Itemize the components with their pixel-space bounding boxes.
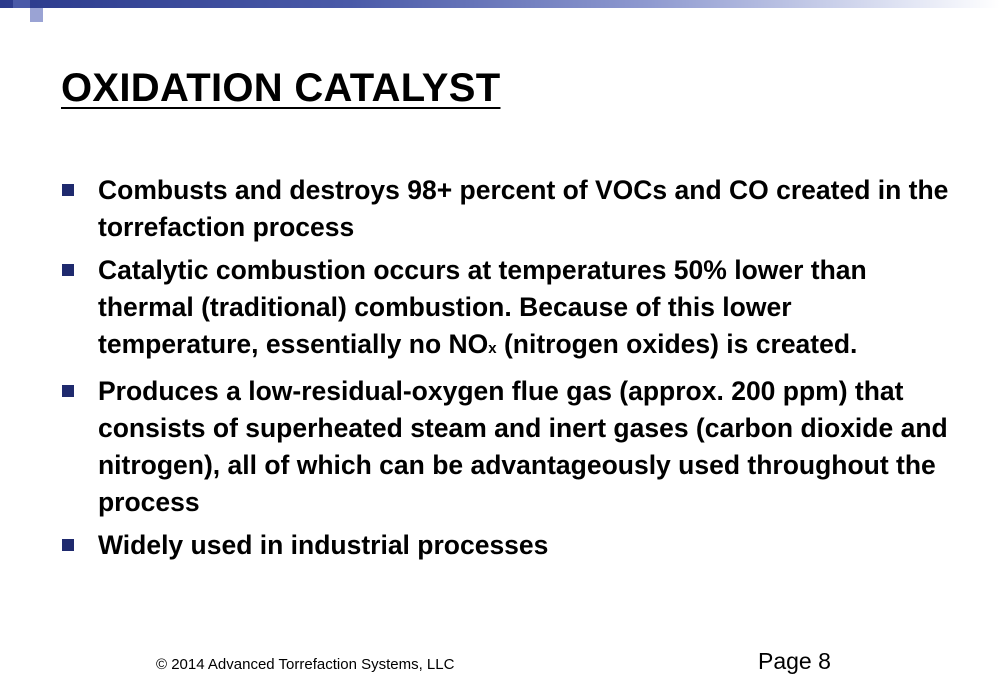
bullet-text: Widely used in industrial processes [98,530,549,560]
top-accent-bar [0,0,1000,8]
bullet-item [62,252,952,367]
bullet-text: Produces a low-residual-oxygen flue gas (approx. 200 ppm) that consists of superheated steam and inert gases (carbon dioxide and nitrogen), all of which can be advantageously used throughout the process [98,376,948,517]
square-bullet-icon [62,385,74,397]
page-number: Page 8 [758,648,831,674]
corner-accent-block [30,8,43,22]
bullet-text: Combusts and destroys 98+ percent of VOCs and CO created in the torrefaction process [98,175,949,242]
corner-accent-top [13,0,30,8]
footer-copyright: © 2014 Advanced Torrefaction Systems, LLC [156,656,455,673]
square-bullet-icon [62,264,74,276]
square-bullet-icon [62,539,74,551]
slide-title: OXIDATION CATALYST [61,66,501,110]
bullet-list [62,172,952,570]
bullet-item [62,172,952,246]
square-bullet-icon [62,184,74,196]
bullet-item [62,527,952,564]
bullet-text-continued: (nitrogen oxides) is created. [496,329,858,359]
subscript-x: x [488,340,497,357]
bullet-text: Catalytic combustion occurs at temperatures 50% lower than thermal (traditional) combustion. Because of this lower temperature, essentially no NO [98,255,867,359]
bullet-item [62,373,952,521]
